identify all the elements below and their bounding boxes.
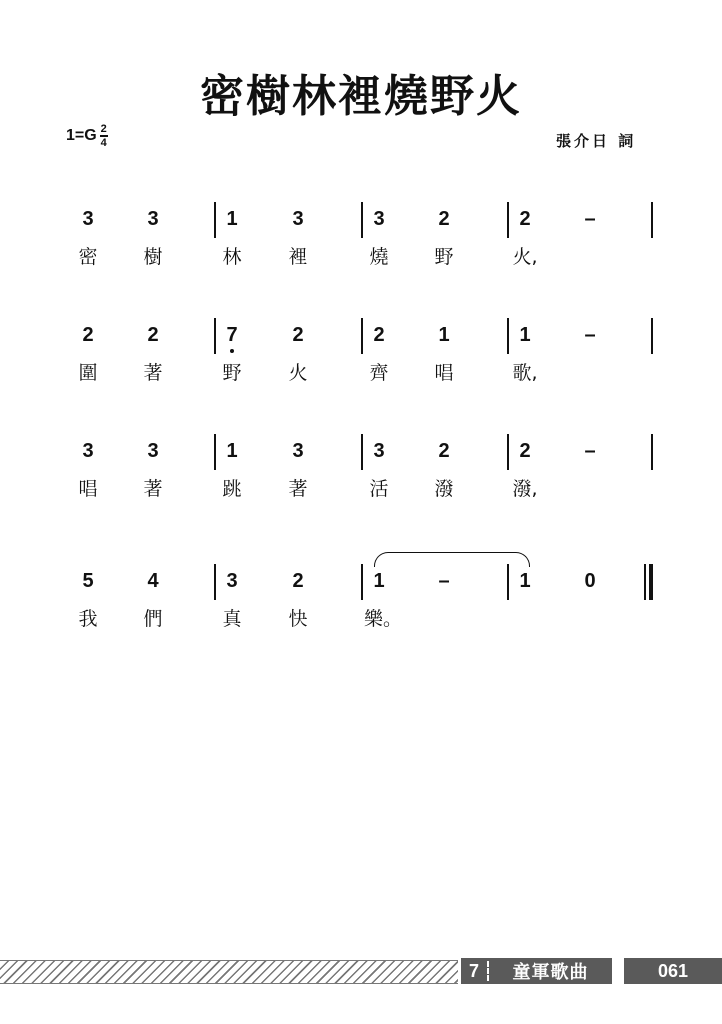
- note: 7: [226, 324, 238, 346]
- note: 1: [226, 208, 238, 230]
- barline: [214, 564, 216, 600]
- note: 1: [226, 440, 238, 462]
- barline: [214, 434, 216, 470]
- note: 2: [438, 440, 450, 462]
- final-barline-thick: [649, 564, 653, 600]
- note: 3: [292, 440, 304, 462]
- lyric: 歌,: [512, 362, 538, 384]
- lyric: 齊: [369, 362, 389, 384]
- barline: [507, 202, 509, 238]
- lyric: 燒: [369, 246, 389, 268]
- chapter-title: 童軍歌曲: [512, 962, 589, 982]
- note: 0: [584, 570, 596, 592]
- lyric: 快: [288, 608, 308, 630]
- barline: [507, 564, 509, 600]
- note: 2: [147, 324, 159, 346]
- lyric: 林: [222, 246, 242, 268]
- note: 5: [82, 570, 94, 592]
- note: 3: [147, 440, 159, 462]
- lyric: 們: [143, 608, 163, 630]
- page-footer: [0, 952, 722, 992]
- lyric: 火: [288, 362, 308, 384]
- note: 3: [82, 440, 94, 462]
- key-signature: [66, 124, 108, 148]
- note: 2: [82, 324, 94, 346]
- barline: [651, 434, 653, 470]
- barline: [361, 318, 363, 354]
- lyric: 火,: [512, 246, 538, 268]
- note: 1: [519, 570, 531, 592]
- note: 3: [147, 208, 159, 230]
- lyricist-credit: 張介日 詞: [556, 132, 637, 150]
- note: 2: [519, 208, 531, 230]
- lyric: 唱: [434, 362, 454, 384]
- barline: [361, 564, 363, 600]
- note: 1: [519, 324, 531, 346]
- time-signature-bottom: 4: [100, 136, 107, 149]
- note: 3: [373, 208, 385, 230]
- lyric: 野: [434, 246, 454, 268]
- note: 2: [292, 324, 304, 346]
- lyric: 密: [78, 246, 98, 268]
- barline: [361, 202, 363, 238]
- score-system: [0, 564, 722, 644]
- score-system: [0, 434, 722, 514]
- time-signature-top: 2: [100, 123, 107, 135]
- note: 1: [438, 324, 450, 346]
- barline: [214, 202, 216, 238]
- note: –: [584, 440, 596, 462]
- lyric: 潑: [434, 478, 454, 500]
- note: 2: [519, 440, 531, 462]
- note: –: [584, 324, 596, 346]
- lyric: 潑,: [512, 478, 538, 500]
- note: 3: [373, 440, 385, 462]
- note: 3: [292, 208, 304, 230]
- score-system: [0, 318, 722, 398]
- note: 2: [438, 208, 450, 230]
- lyric: 裡: [288, 246, 308, 268]
- note: 3: [82, 208, 94, 230]
- lyric: 真: [222, 608, 242, 630]
- score-system: [0, 202, 722, 282]
- note: 2: [292, 570, 304, 592]
- barline: [361, 434, 363, 470]
- lyric: 樹: [143, 246, 163, 268]
- key-label: 1=G: [66, 126, 97, 144]
- tie-arc: [374, 552, 530, 567]
- chapter-number: 7: [468, 960, 479, 981]
- lyric: 我: [78, 608, 98, 630]
- note: 4: [147, 570, 159, 592]
- lyric: 唱: [78, 478, 98, 500]
- lyric: 樂。: [364, 608, 403, 630]
- chapter-tab: [461, 958, 612, 984]
- time-signature: [100, 124, 108, 148]
- note: –: [584, 208, 596, 230]
- note: 1: [373, 570, 385, 592]
- lyric: 野: [222, 362, 242, 384]
- lyric: 圍: [78, 362, 98, 384]
- lyric: 活: [369, 478, 389, 500]
- barline: [651, 202, 653, 238]
- barline: [214, 318, 216, 354]
- lyric: 著: [143, 362, 163, 384]
- barline: [651, 318, 653, 354]
- footer-hatch-band: [0, 960, 458, 984]
- lyric: 著: [143, 478, 163, 500]
- low-octave-dot: [230, 349, 234, 353]
- barline: [507, 434, 509, 470]
- note: –: [438, 570, 450, 592]
- barline: [507, 318, 509, 354]
- song-title: 密樹林裡燒野火: [200, 71, 522, 122]
- page-number: 061: [624, 958, 722, 984]
- final-barline-thin: [644, 564, 646, 600]
- lyric: 跳: [222, 478, 242, 500]
- note: 3: [226, 570, 238, 592]
- lyric: 著: [288, 478, 308, 500]
- note: 2: [373, 324, 385, 346]
